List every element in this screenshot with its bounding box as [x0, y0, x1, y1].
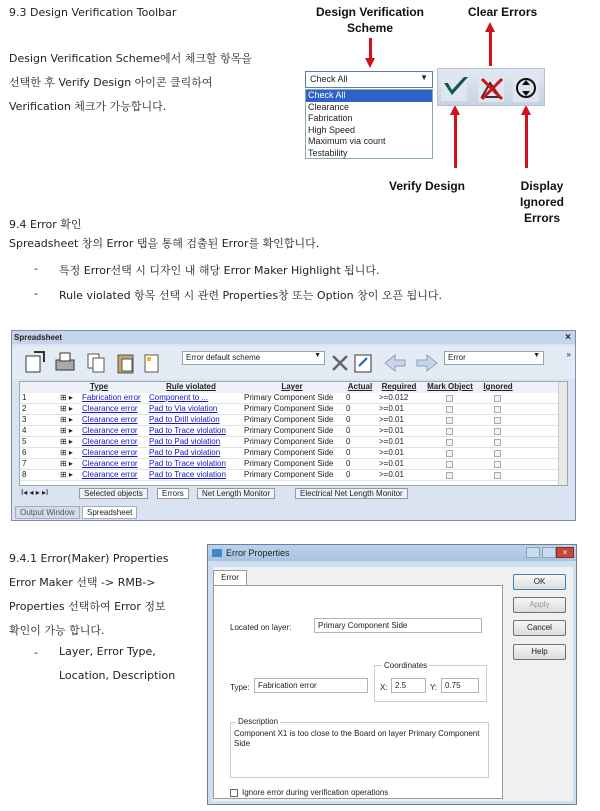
cancel-button[interactable]: Cancel [513, 620, 566, 636]
spreadsheet-tabs [19, 488, 568, 499]
cell-num: 6 [22, 448, 27, 457]
paragraph-line: Error Maker 선택 -> RMB-> [9, 576, 156, 589]
cell-num: 3 [22, 415, 27, 424]
bullet-item: 특정 Error선택 시 디자인 내 해당 Error Maker Highlight 됩니다. [59, 264, 380, 277]
col-header[interactable]: Type [89, 382, 109, 391]
cell-rule[interactable]: Pad to Drill violation [149, 415, 220, 424]
x-label: X: [380, 683, 388, 692]
dropdown-option[interactable]: Maximum via count [308, 136, 386, 146]
cell-type[interactable]: Clearance error [82, 437, 138, 446]
type-field[interactable]: Fabrication error [254, 678, 368, 693]
tab-nav-icons[interactable]: I◂ ◂ ▸ ▸I [21, 488, 49, 497]
section-93-paragraph [9, 47, 252, 119]
table-row[interactable] [20, 393, 567, 404]
cell-num: 8 [22, 470, 27, 479]
expand-icon[interactable]: ⊞ ▸ [60, 415, 73, 424]
vertical-scrollbar[interactable] [558, 382, 567, 486]
cell-num: 5 [22, 437, 27, 446]
table-header [20, 382, 567, 393]
cell-actual: 0 [346, 393, 351, 402]
ignored-checkbox[interactable] [494, 450, 501, 457]
cell-required: >=0.01 [379, 448, 404, 457]
ignored-checkbox[interactable] [494, 395, 501, 402]
scheme-dropdown[interactable] [182, 351, 325, 365]
tab-errors[interactable]: Errors [157, 488, 189, 499]
cell-required: >=0.01 [379, 459, 404, 468]
mark-object-checkbox[interactable] [446, 428, 453, 435]
tab-electrical-net-length-monitor[interactable]: Electrical Net Length Monitor [295, 488, 408, 499]
cell-type[interactable]: Clearance error [82, 448, 138, 457]
coordinates-label: Coordinates [384, 661, 428, 670]
maximize-icon[interactable] [542, 547, 556, 558]
arrow-line [489, 30, 492, 66]
table-row[interactable] [20, 426, 567, 437]
window-title: Spreadsheet [14, 333, 63, 342]
mark-object-checkbox[interactable] [446, 417, 453, 424]
cell-type[interactable]: Clearance error [82, 459, 138, 468]
col-header[interactable]: Rule violated [166, 382, 216, 391]
cell-layer: Primary Component Side [244, 415, 334, 424]
close-icon[interactable]: × [565, 332, 571, 343]
cell-layer: Primary Component Side [244, 459, 334, 468]
chevron-down-icon: ▼ [420, 73, 428, 82]
description-label: Description [238, 717, 279, 726]
paragraph-line: Design Verification Scheme에서 체크할 항목을 [9, 52, 253, 65]
table-row[interactable] [20, 470, 567, 481]
apply-button[interactable]: Apply [513, 597, 566, 613]
col-header[interactable]: Required [381, 382, 417, 391]
y-label: Y: [430, 683, 438, 692]
ignored-checkbox[interactable] [494, 406, 501, 413]
expand-icon[interactable]: ⊞ ▸ [60, 393, 73, 402]
dropdown-option[interactable]: Testability [308, 147, 348, 158]
table-row[interactable] [20, 448, 567, 459]
cell-actual: 0 [346, 415, 351, 424]
tab-panel [213, 585, 503, 799]
paragraph-line: 확인이 가능 합니다. [9, 624, 105, 637]
dropdown-value: Check All [310, 74, 348, 84]
export-icon[interactable] [26, 352, 44, 372]
ignore-checkbox[interactable] [230, 789, 238, 797]
cell-actual: 0 [346, 459, 351, 468]
located-label: Located on layer: [230, 623, 292, 632]
callout-line: Scheme [346, 21, 394, 35]
callout-line: Errors [523, 211, 561, 225]
cell-type[interactable]: Clearance error [82, 470, 138, 479]
print-icon[interactable] [56, 353, 74, 370]
cell-rule[interactable]: Component to ... [149, 393, 209, 402]
ignored-checkbox[interactable] [494, 461, 501, 468]
callout-verify-design: Verify Design [388, 179, 466, 193]
ignored-checkbox[interactable] [494, 417, 501, 424]
ignore-label: Ignore error during verification operations [242, 788, 389, 797]
expand-icon[interactable]: ⊞ ▸ [60, 448, 73, 457]
mark-object-checkbox[interactable] [446, 395, 453, 402]
section-94-intro: Spreadsheet 창의 Error 탭을 통해 검출된 Error를 확인합니다. [9, 237, 320, 250]
chevron-down-icon: ▼ [314, 352, 321, 359]
table-row[interactable] [20, 415, 567, 426]
cell-layer: Primary Component Side [244, 470, 334, 479]
arrow-right-icon[interactable] [417, 355, 437, 371]
clear-errors-icon[interactable] [478, 74, 504, 102]
mark-object-checkbox[interactable] [446, 439, 453, 446]
error-properties-dialog [207, 544, 577, 805]
dv-toolbar [437, 68, 545, 106]
dialog-titlebar [208, 545, 576, 561]
callout-display-ignored [497, 178, 587, 226]
mark-object-checkbox[interactable] [446, 450, 453, 457]
expand-icon[interactable]: ⊞ ▸ [60, 404, 73, 413]
dv-scheme-dropdown[interactable] [305, 71, 433, 88]
cell-rule[interactable]: Pad to Trace violation [149, 470, 226, 479]
dropdown-option[interactable]: Check All [306, 90, 432, 102]
ignored-checkbox[interactable] [494, 439, 501, 446]
dropdown-option[interactable]: High Speed [308, 124, 356, 135]
cell-actual: 0 [346, 437, 351, 446]
cell-layer: Primary Component Side [244, 437, 334, 446]
arrow-up-icon [485, 22, 495, 32]
cell-layer: Primary Component Side [244, 448, 334, 457]
cell-actual: 0 [346, 404, 351, 413]
cell-rule[interactable]: Pad to Via violation [149, 404, 218, 413]
toolbar-icons [22, 348, 162, 378]
expand-icon[interactable]: ⊞ ▸ [60, 459, 73, 468]
cell-type[interactable]: Clearance error [82, 415, 138, 424]
callout-clear-errors: Clear Errors [467, 5, 538, 19]
table-row[interactable] [20, 404, 567, 415]
cell-actual: 0 [346, 426, 351, 435]
expand-icon[interactable]: ⊞ ▸ [60, 437, 73, 446]
mark-object-checkbox[interactable] [446, 472, 453, 479]
scheme-icon[interactable] [145, 355, 158, 372]
cell-required: >=0.01 [379, 404, 404, 413]
callout-line: Design Verification [315, 5, 425, 19]
col-header[interactable]: Ignored [483, 382, 513, 391]
cell-type[interactable]: Clearance error [82, 426, 138, 435]
ignored-checkbox[interactable] [494, 472, 501, 479]
paste-icon[interactable] [118, 355, 133, 373]
delete-icon[interactable] [333, 356, 347, 370]
spreadsheet-titlebar [12, 331, 575, 344]
dv-toolbar-icons [438, 69, 546, 107]
expand-icon[interactable]: ⊞ ▸ [60, 470, 73, 479]
dv-scheme-list [305, 89, 433, 159]
bullet-mark: - [34, 287, 38, 300]
help-button[interactable]: Help [513, 644, 566, 660]
section-941-paragraph [9, 571, 166, 643]
col-header[interactable]: Mark Object [427, 382, 473, 391]
bullet-item: Rule violated 항목 선택 시 관련 Properties창 또는 Option 창이 오픈 됩니다. [59, 289, 443, 302]
located-field[interactable]: Primary Component Side [314, 618, 482, 633]
arrow-down-icon [365, 58, 375, 68]
dialog-body [213, 567, 573, 801]
callout-line: Display Ignored [520, 179, 564, 209]
paragraph-line: Verification 체크가 가능합니다. [9, 100, 167, 113]
app-icon [212, 549, 222, 557]
tab-selected-objects[interactable]: Selected objects [79, 488, 148, 499]
cell-actual: 0 [346, 448, 351, 457]
table-row[interactable] [20, 437, 567, 448]
type-label: Type: [230, 683, 250, 692]
ok-button[interactable]: OK [513, 574, 566, 590]
cell-type[interactable]: Fabrication error [82, 393, 141, 402]
col-header[interactable]: Layer [281, 382, 303, 391]
table-row[interactable] [20, 459, 567, 470]
section-94-title: 9.4 Error 확인 [9, 218, 82, 231]
dropdown-value: Error default scheme [186, 353, 261, 362]
spreadsheet-window [11, 330, 576, 521]
ignored-checkbox[interactable] [494, 428, 501, 435]
bullet-mark: - [34, 262, 38, 275]
row-divider [20, 480, 567, 481]
cell-required: >=0.012 [379, 393, 409, 402]
section-941-title: 9.4.1 Error(Maker) Properties [9, 552, 169, 565]
cell-rule[interactable]: Pad to Trace violation [149, 459, 226, 468]
verify-design-icon[interactable] [441, 73, 468, 101]
cell-required: >=0.01 [379, 426, 404, 435]
description-text[interactable]: Component X1 is too close to the Board on layer Primary Component Side [234, 729, 480, 748]
arrow-line [525, 113, 528, 168]
callout-dv-scheme [305, 4, 435, 36]
cell-required: >=0.01 [379, 437, 404, 446]
cell-required: >=0.01 [379, 415, 404, 424]
tab-spreadsheet[interactable]: Spreadsheet [82, 506, 137, 519]
bullet-line: Layer, Error Type, [59, 645, 156, 658]
section-941-bullet [59, 640, 175, 688]
bullet-line: Location, Description [59, 669, 176, 682]
cell-num: 4 [22, 426, 27, 435]
y-field[interactable]: 0.75 [441, 678, 479, 693]
dropdown-option[interactable]: Fabrication [308, 113, 353, 123]
cell-rule[interactable]: Pad to Pad violation [149, 448, 221, 457]
cell-rule[interactable]: Pad to Trace violation [149, 426, 226, 435]
expand-icon[interactable]: ⊞ ▸ [60, 426, 73, 435]
cell-actual: 0 [346, 470, 351, 479]
mark-object-checkbox[interactable] [446, 461, 453, 468]
x-field[interactable]: 2.5 [391, 678, 426, 693]
mark-object-checkbox[interactable] [446, 406, 453, 413]
cell-layer: Primary Component Side [244, 404, 334, 413]
cell-num: 7 [22, 459, 27, 468]
cell-required: >=0.01 [379, 470, 404, 479]
dropdown-option[interactable]: Clearance [308, 101, 350, 112]
overflow-chevron-icon[interactable]: » [566, 350, 571, 359]
bullet-mark: - [34, 646, 38, 659]
display-ignored-errors-icon[interactable] [513, 74, 539, 102]
tab-output-window[interactable]: Output Window [15, 506, 80, 519]
filter-dropdown[interactable] [444, 351, 544, 365]
paragraph-line: Properties 선택하여 Error 정보 [9, 600, 166, 613]
close-icon[interactable]: × [556, 547, 574, 558]
dropdown-value: Error [448, 353, 466, 362]
cell-num: 1 [22, 393, 27, 402]
tab-error[interactable]: Error [213, 570, 247, 585]
arrow-line [369, 38, 372, 60]
tab-net-length-monitor[interactable]: Net Length Monitor [197, 488, 275, 499]
properties-icon[interactable] [355, 355, 371, 372]
dialog-title: Error Properties [226, 548, 290, 558]
arrow-line [454, 113, 457, 168]
section-93-title: 9.3 Design Verification Toolbar [9, 6, 177, 19]
cell-rule[interactable]: Pad to Pad violation [149, 437, 221, 446]
copy-icon[interactable] [88, 354, 104, 372]
minimize-icon[interactable] [526, 547, 540, 558]
cell-type[interactable]: Clearance error [82, 404, 138, 413]
spreadsheet-toolbar [12, 346, 575, 379]
cell-layer: Primary Component Side [244, 426, 334, 435]
bottom-tabs [12, 503, 575, 520]
cell-num: 2 [22, 404, 27, 413]
error-table [19, 381, 568, 486]
paragraph-line: 선택한 후 Verify Design 아이콘 클릭하여 [9, 76, 213, 89]
chevron-down-icon: ▼ [533, 352, 540, 359]
cell-layer: Primary Component Side [244, 393, 334, 402]
col-header[interactable]: Actual [347, 382, 373, 391]
arrow-left-icon[interactable] [385, 355, 405, 371]
toolbar-icons-right [327, 348, 447, 378]
